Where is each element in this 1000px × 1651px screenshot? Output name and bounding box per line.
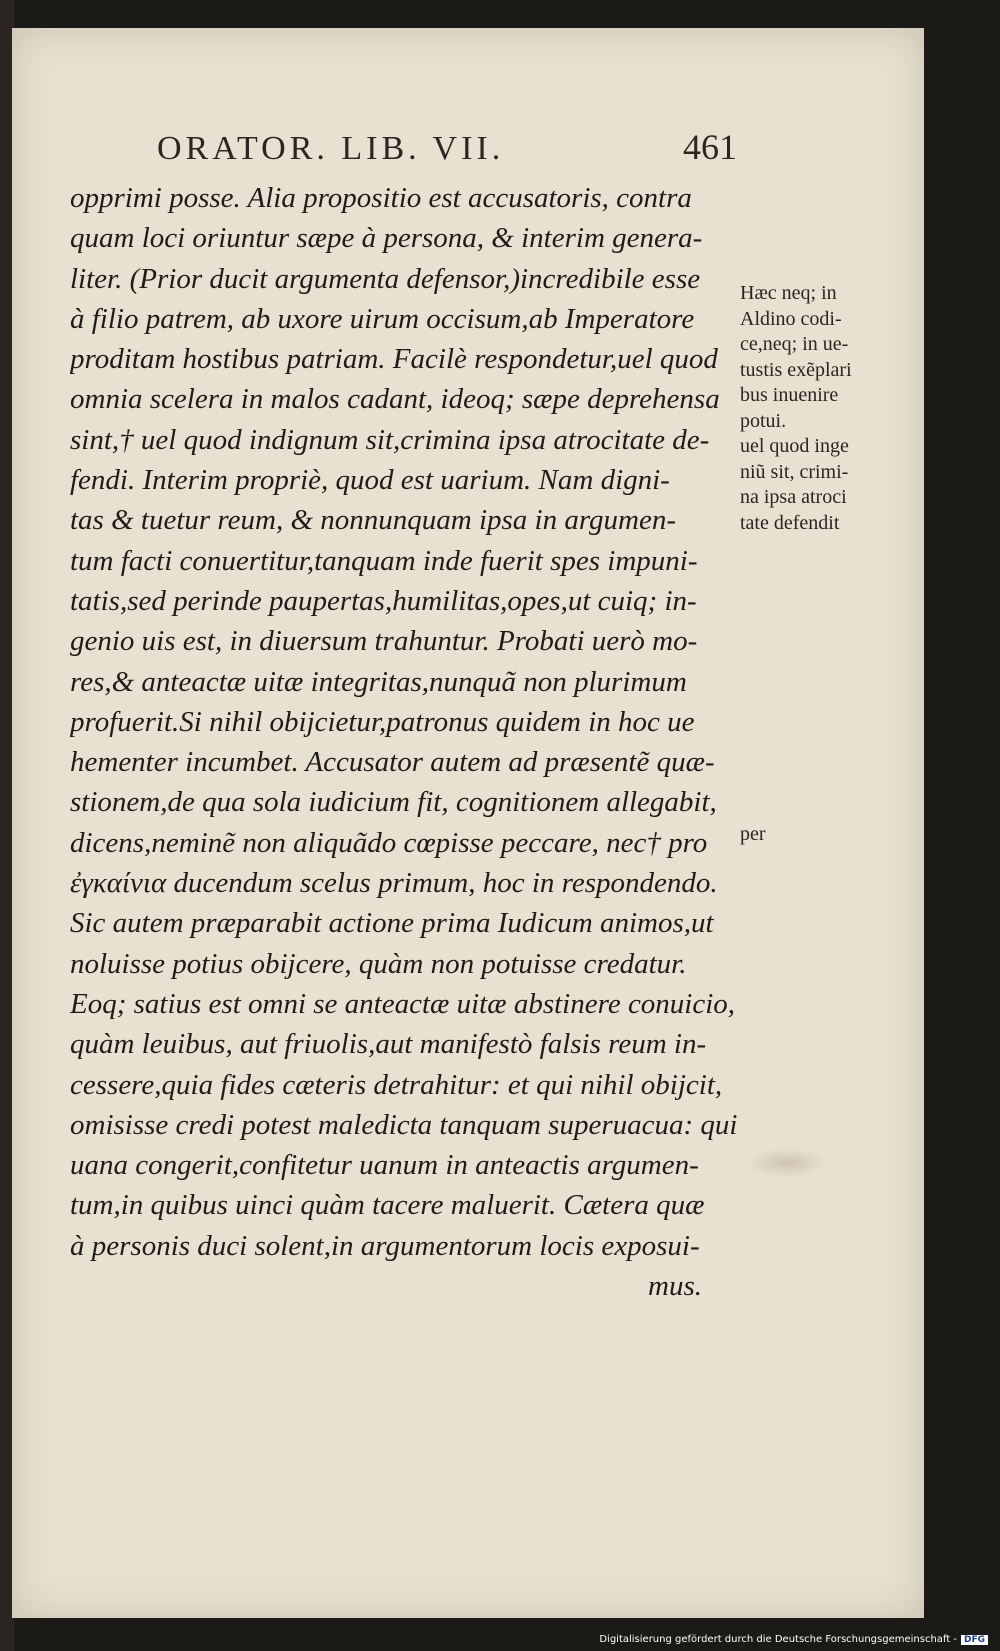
text-line: quam loci oriuntur sæpe à persona, & interim genera- [70, 222, 703, 255]
text-line: à personis duci solent,in argumentorum locis exposui- [70, 1229, 700, 1262]
text-line: stionem,de qua sola iudicium fit, cognitionem allegabit, [70, 786, 717, 819]
margin-note-line: Hæc neq; in [740, 282, 837, 304]
text-line: genio uis est, in diuersum trahuntur. Probati uerò mo- [70, 625, 698, 658]
text-line: noluisse potius obijcere, quàm non potuisse credatur. [70, 947, 687, 980]
text-line: fendi. Interim propriè, quod est uarium. Nam digni- [70, 464, 670, 497]
text-line: quàm leuibus, aut friuolis,aut manifestò falsis reum in- [70, 1028, 707, 1061]
margin-note-line: potui. [740, 409, 787, 432]
margin-note-line: niũ sit, crimi- [740, 460, 849, 483]
book-page [12, 28, 924, 1618]
text-line: Sic autem præparabit actione prima Iudicum animos,ut [70, 907, 714, 940]
margin-note-line: tustis exẽplari [740, 358, 852, 381]
text-line: Eoq; satius est omni se anteactæ uitæ abstinere conuicio, [70, 987, 736, 1020]
margin-note-line: bus inuenire [740, 384, 839, 406]
text-line: sint,† uel quod indignum sit,crimina ipsa atrocitate de- [70, 423, 710, 456]
dfg-logo: DFG [961, 1635, 988, 1645]
text-line: tatis,sed perinde paupertas,humilitas,opes,ut cuiq; in- [70, 584, 697, 617]
margin-note-variant [740, 281, 890, 536]
margin-note-line: Aldino codi- [740, 307, 842, 330]
text-line: tum,in quibus uinci quàm tacere maluerit. Cætera quæ [70, 1189, 705, 1222]
paper-stain [747, 1148, 827, 1178]
margin-note-line: tate defendit [740, 511, 840, 534]
main-text-block [70, 178, 742, 1306]
text-line: hementer incumbet. Accusator autem ad præsentẽ quæ- [70, 746, 715, 779]
text-line: proditam hostibus patriam. Facilè respondetur,uel quod [70, 343, 718, 376]
text-line: cessere,quia fides cæteris detrahitur: et qui nihil obijcit, [70, 1068, 723, 1101]
running-head [157, 126, 737, 186]
text-line: uana congerit,confitetur uanum in anteactis argumen- [70, 1149, 699, 1182]
page-content [12, 28, 924, 1618]
margin-note-line: uel quod inge [740, 435, 849, 457]
margin-note-line: na ipsa atroci [740, 486, 847, 508]
text-line: à filio patrem, ab uxore uirum occisum,ab Imperatore [70, 302, 695, 335]
text-line: omisisse credi potest maledicta tanquam superuacua: qui [70, 1108, 738, 1141]
text-line: ἐγκαίνια ducendum scelus primum, hoc in respondendo. [70, 867, 718, 900]
credit-text: Digitalisierung gefördert durch die Deutsche Forschungsgemeinschaft - [599, 1634, 957, 1645]
running-head-title: ORATOR. LIB. VII. [157, 130, 505, 167]
text-line: omnia scelera in malos cadant, ideoq; sæpe deprehensa [70, 383, 720, 416]
text-line: tas & tuetur reum, & nonnunquam ipsa in argumen- [70, 504, 677, 537]
text-line: tum facti conuertitur,tanquam inde fuerit spes impuni- [70, 544, 698, 577]
text-line: liter. (Prior ducit argumenta defensor,)incredibile esse [70, 262, 701, 295]
text-line: profuerit.Si nihil obijcietur,patronus quidem in hoc ue [70, 705, 695, 738]
text-line: res,& anteactæ uitæ integritas,nunquã non plurimum [70, 665, 687, 698]
text-line-catchword: mus. [648, 1270, 702, 1303]
page-number: 461 [683, 127, 737, 167]
margin-note-line: ce,neq; in ue- [740, 333, 849, 355]
text-line: dicens,neminẽ non aliquãdo cœpisse peccare, nec† pro [70, 826, 708, 859]
digitization-credit [595, 1632, 992, 1647]
text-line: opprimi posse. Alia propositio est accusatoris, contra [70, 182, 692, 214]
margin-note-per: per [740, 823, 766, 845]
